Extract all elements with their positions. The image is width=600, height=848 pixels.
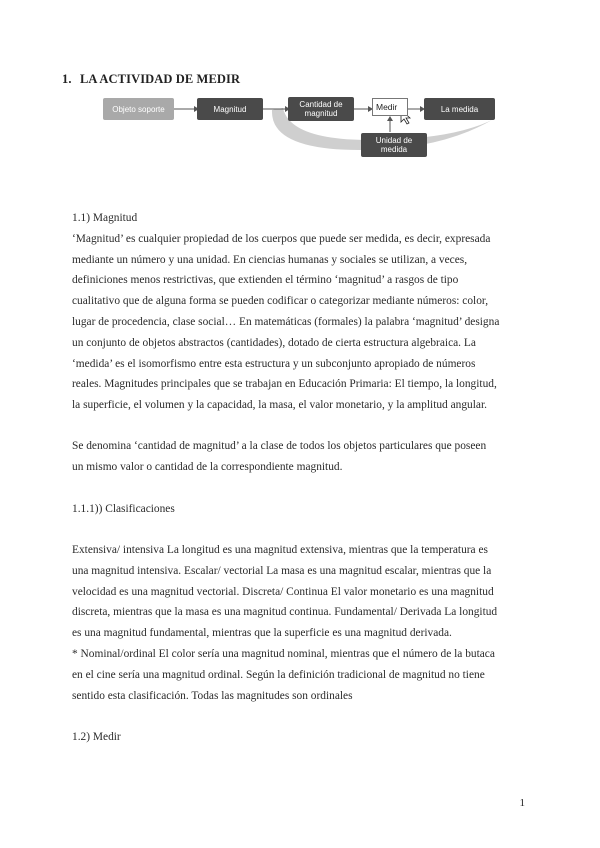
line: * Nominal/ordinal El color sería una magnitud nominal, mientras que el número de la butaca: [72, 647, 495, 660]
line: definiciones menos restrictivas, que extienden el término ‘magnitud’ a rasgos de tipo: [72, 274, 459, 287]
section-medir: [72, 727, 532, 748]
magnitud-box: Magnitud: [197, 98, 263, 120]
line: sentido esta clasificación. Todas las magnitudes son ordinales: [72, 689, 353, 702]
section-magnitud: [72, 208, 532, 416]
line: velocidad es una magnitud vectorial. Discreta/ Continua El valor monetario es una magnitud: [72, 585, 494, 598]
line: una magnitud intensiva. Escalar/ vectorial La masa es una magnitud escalar, mientras que la: [72, 564, 492, 577]
line: discreta, mientras que la masa es una magnitud continua. Fundamental/ Derivada La longitud: [72, 606, 498, 619]
heading-text: LA ACTIVIDAD DE MEDIR: [80, 72, 241, 86]
cantidad-box: Cantidad de magnitud: [288, 97, 354, 121]
line: ‘medida’ es el isomorfismo entre esta estructura y un subconjunto apropiado de números: [72, 357, 476, 370]
line: mediante un número y una unidad. En ciencias humanas y sociales se utilizan, a veces,: [72, 253, 468, 266]
line: un conjunto de objetos abstractos (cantidades), dotado de cierta estructura algebraica. La: [72, 336, 476, 349]
la-medida-box: La medida: [424, 98, 495, 120]
line: cualitativo que de alguna forma se pueden codificar o categorizar mediante números: color,: [72, 295, 489, 308]
paragraph-cantidad: [72, 436, 532, 478]
section-heading: 1.1) Magnitud: [72, 212, 138, 224]
section-clasificaciones: [72, 540, 532, 706]
line: un mismo valor o cantidad de la correspondiente magnitud.: [72, 460, 343, 473]
page-number: 1: [519, 797, 525, 809]
diagram-connectors: [0, 0, 600, 170]
line: en el cine sería una magnitud ordinal. Según la definición tradicional de magnitud no tiene: [72, 668, 485, 681]
section-clasificaciones-heading: [72, 499, 532, 520]
medir-box: Medir: [372, 98, 408, 116]
line: Extensiva/ intensiva La longitud es una magnitud extensiva, mientras que la temperatura es: [72, 544, 488, 556]
line: reales. Magnitudes principales que se trabajan en Educación Primaria: El tiempo, la longitud,: [72, 378, 497, 391]
line: la superficie, el volumen y la capacidad, la masa, el valor monetario, y la amplitud angular.: [72, 399, 487, 412]
line: es una magnitud fundamental, mientras que la superficie es una magnitud derivada.: [72, 627, 452, 640]
heading-number: 1.: [62, 72, 72, 86]
section-heading: 1.2) Medir: [72, 731, 121, 743]
unidad-box: Unidad de medida: [361, 133, 427, 157]
line: Se denomina ‘cantidad de magnitud’ a la clase de todos los objetos particulares que poseen: [72, 440, 487, 452]
section-heading: 1.1.1)) Clasificaciones: [72, 503, 175, 515]
line: lugar de procedencia, clase social… En matemáticas (formales) la palabra ‘magnitud’ designa: [72, 315, 500, 328]
measurement-diagram: [0, 0, 600, 170]
objeto-soporte-box: Objeto soporte: [103, 98, 174, 120]
line: ‘Magnitud’ es cualquier propiedad de los cuerpos que puede ser medida, es decir, expresada: [72, 232, 491, 245]
